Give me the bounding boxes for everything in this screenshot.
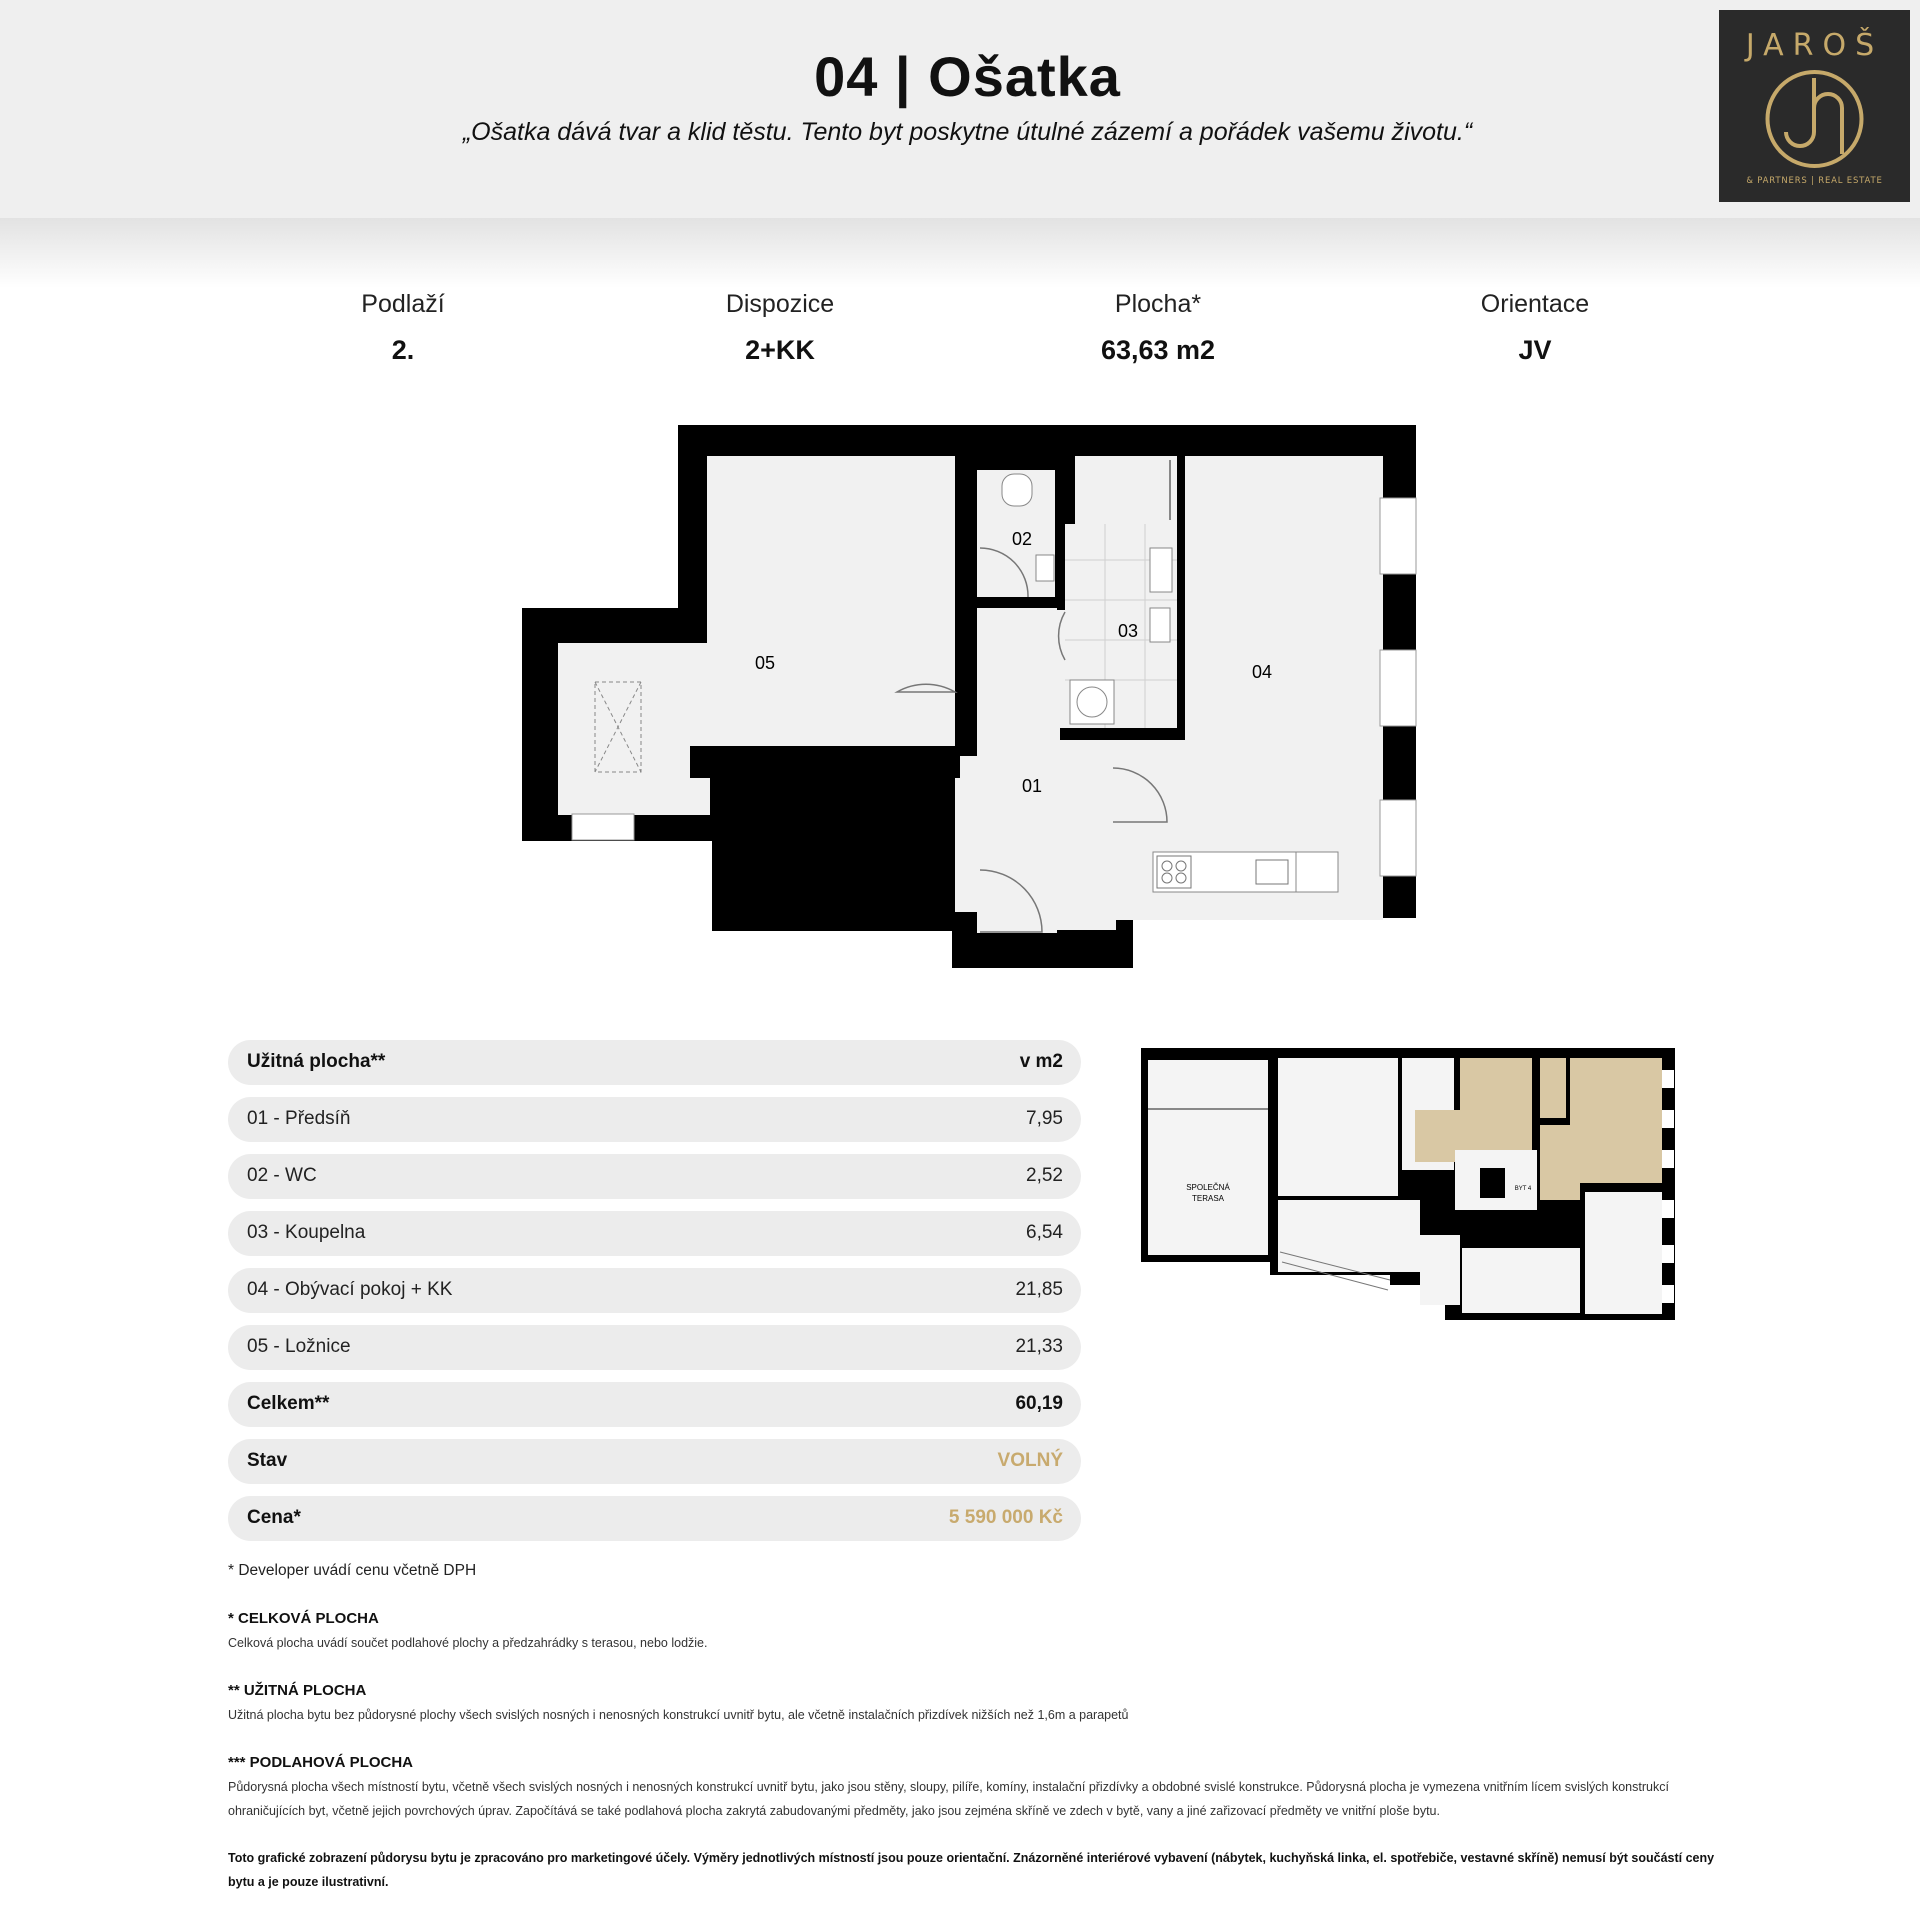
kitchen-sink: [1256, 860, 1288, 884]
wall-05-bottom: [690, 746, 960, 778]
window-1: [1380, 498, 1416, 574]
floor-plan: [520, 420, 1420, 980]
room-05-alcove: [558, 643, 710, 815]
room-05-floor: [707, 456, 955, 746]
lower-left-unit: [1420, 1235, 1460, 1305]
stat-layout-value: 2+KK: [745, 335, 815, 365]
price-label: Cena*: [247, 1507, 301, 1528]
unit-label-6: BYT 6: [1421, 1183, 1439, 1189]
table-row: [228, 1211, 1081, 1256]
table-header-unit: v m2: [1019, 1051, 1063, 1072]
room-04-floor: [1113, 740, 1383, 920]
logo-monogram-icon: [1764, 68, 1865, 170]
lower-right-unit: [1585, 1192, 1662, 1314]
stat-orientation-label: Orientace: [1480, 290, 1590, 318]
room-label-02: 02: [1011, 529, 1033, 549]
stat-area-value: 63,63 m2: [1100, 335, 1216, 365]
wall-02-bottom: [977, 597, 1059, 607]
unit-label-4: BYT 4: [1514, 1186, 1532, 1192]
company-logo: [1719, 10, 1910, 202]
header-band: [0, 0, 1920, 218]
definition-text: Užitná plocha bytu bez půdorysné plochy všech svislých nosných i nenosných konstrukcí uvnitř bytu, ale včetně instalačních přizdívek nižších než 1,6m a parapetů: [228, 1708, 1129, 1722]
page-title: 04 | Ošatka: [814, 45, 1121, 108]
room-03-upper: [1074, 456, 1177, 526]
marketing-disclaimer: Toto grafické zobrazení půdorysu bytu je zpracováno pro marketingové účely. Výměry jednotlivých místností jsou pouze orientační. Znázorněné interiérové vybavení (nábytek, kuchyňská linka, el. spotřebiče, vestavné skříně) nemusí být součástí ceny bytu a je pouze ilustrativní.: [228, 1851, 1715, 1889]
room-area: 2,52: [1026, 1165, 1063, 1186]
room-area: 7,95: [1026, 1108, 1063, 1129]
definition-text: Půdorysná plocha všech místností bytu, včetně všech svislých nosných i nenosných konstrukcí uvnitř bytu, jako jsou stěny, sloupy, pilíře, komíny, instalační přizdívky a obdobné svislé konstrukce. Půdorysná plocha je vymezena vnitřním lícem svislých konstrukcí ohraničujících byt, včetně jejich povrchových úprav. Započítává se také podlahová plocha zakrytá zabudovanými předměty, jako jsou zejména skříně ve zdech v bytě, vany a jiné zařizovací předměty ve vnitřní ploše bytu.: [228, 1780, 1669, 1818]
definition-text: Celková plocha uvádí součet podlahové plochy a předzahrádky s terasou, nebo lodžie.: [228, 1636, 708, 1650]
wc-basin: [1036, 555, 1054, 581]
wall-cabinet: [1150, 548, 1172, 592]
stat-orientation-value: JV: [1518, 335, 1552, 365]
room-04-main: [1183, 456, 1383, 746]
stair-core-inner: [1480, 1168, 1505, 1198]
page-subtitle: „Ošatka dává tvar a klid těstu. Tento byt poskytne útulné zázemí a pořádek vašemu životu.“: [462, 118, 1473, 146]
table-header-name: Užitná plocha**: [247, 1051, 386, 1072]
room-label-04: 04: [1251, 662, 1273, 682]
building-plan: [1140, 1045, 1680, 1330]
definition-title: * CELKOVÁ PLOCHA: [228, 1610, 379, 1627]
vat-note: * Developer uvádí cenu včetně DPH: [228, 1562, 477, 1579]
status-label: Stav: [247, 1450, 288, 1471]
logo-tagline: & PARTNERS | REAL ESTATE: [1746, 176, 1883, 186]
table-header-row: [228, 1040, 1081, 1085]
header-shadow: [0, 218, 1920, 288]
total-label: Celkem**: [247, 1393, 330, 1414]
wall-01-05: [955, 456, 977, 756]
table-status-row: [228, 1439, 1081, 1484]
wall-03-top: [1065, 456, 1075, 524]
stat-floor: [253, 290, 553, 366]
washbasin: [1150, 608, 1170, 642]
room-name: 05 - Ložnice: [247, 1336, 351, 1357]
room-name: 02 - WC: [247, 1165, 317, 1186]
logo-wordmark: JAROŠ: [1745, 28, 1884, 63]
highlight-unit-b3: [1540, 1125, 1580, 1200]
window-2: [1380, 650, 1416, 726]
highlight-unit-b: [1570, 1058, 1662, 1183]
lower-mid-unit: [1462, 1248, 1580, 1313]
wall-03-bottom: [1060, 728, 1185, 740]
definition-title: *** PODLAHOVÁ PLOCHA: [228, 1754, 414, 1771]
status-badge: VOLNÝ: [997, 1450, 1063, 1471]
room-area: 21,85: [1015, 1279, 1063, 1300]
stat-area: [1008, 290, 1308, 366]
toilet: [1002, 474, 1032, 506]
wall-03-04: [1177, 456, 1185, 738]
table-row: [228, 1268, 1081, 1313]
table-price-row: [228, 1496, 1081, 1541]
stat-layout: [630, 290, 930, 366]
definition-usable-area: [228, 1682, 1718, 1727]
terrace-area: [1148, 1060, 1268, 1255]
left-rooms: [1278, 1058, 1398, 1196]
definition-title: ** UŽITNÁ PLOCHA: [228, 1682, 367, 1699]
stat-layout-label: Dispozice: [725, 290, 835, 318]
table-row: [228, 1154, 1081, 1199]
unit-label-5: BYT 5: [1514, 1224, 1532, 1230]
table-row: [228, 1325, 1081, 1370]
room-01-floor: [977, 608, 1057, 933]
terrace-label-line-1: SPOLEČNÁ: [1186, 1183, 1230, 1192]
room-area: 21,33: [1015, 1336, 1063, 1357]
room-name: 03 - Koupelna: [247, 1222, 366, 1243]
left-corridor: [1278, 1200, 1420, 1272]
stat-area-label: Plocha*: [1114, 290, 1202, 318]
definition-total-area: [228, 1610, 1718, 1655]
terrace-label-line-2: TERASA: [1191, 1194, 1225, 1203]
room-label-01: 01: [1021, 776, 1043, 796]
room-name: 01 - Předsíň: [247, 1108, 351, 1129]
window-3: [1380, 800, 1416, 876]
stat-floor-value: 2.: [391, 335, 415, 365]
table-row: [228, 1097, 1081, 1142]
room-name: 04 - Obývací pokoj + KK: [247, 1279, 453, 1300]
wall-02-03: [1055, 456, 1065, 604]
fridge: [1296, 852, 1338, 892]
stat-floor-label: Podlaží: [361, 290, 445, 318]
room-area: 6,54: [1026, 1222, 1063, 1243]
room-label-03: 03: [1117, 621, 1139, 641]
total-value: 60,19: [1015, 1393, 1063, 1414]
room-label-05: 05: [754, 653, 776, 673]
room-05-window-bay: [572, 814, 634, 840]
price-value: 5 590 000 Kč: [948, 1507, 1063, 1528]
highlight-unit-b2: [1540, 1058, 1566, 1118]
table-total-row: [228, 1382, 1081, 1427]
hall-link-2: [1060, 740, 1116, 930]
stat-orientation: [1385, 290, 1685, 366]
definition-floor-area: [228, 1754, 1718, 1823]
